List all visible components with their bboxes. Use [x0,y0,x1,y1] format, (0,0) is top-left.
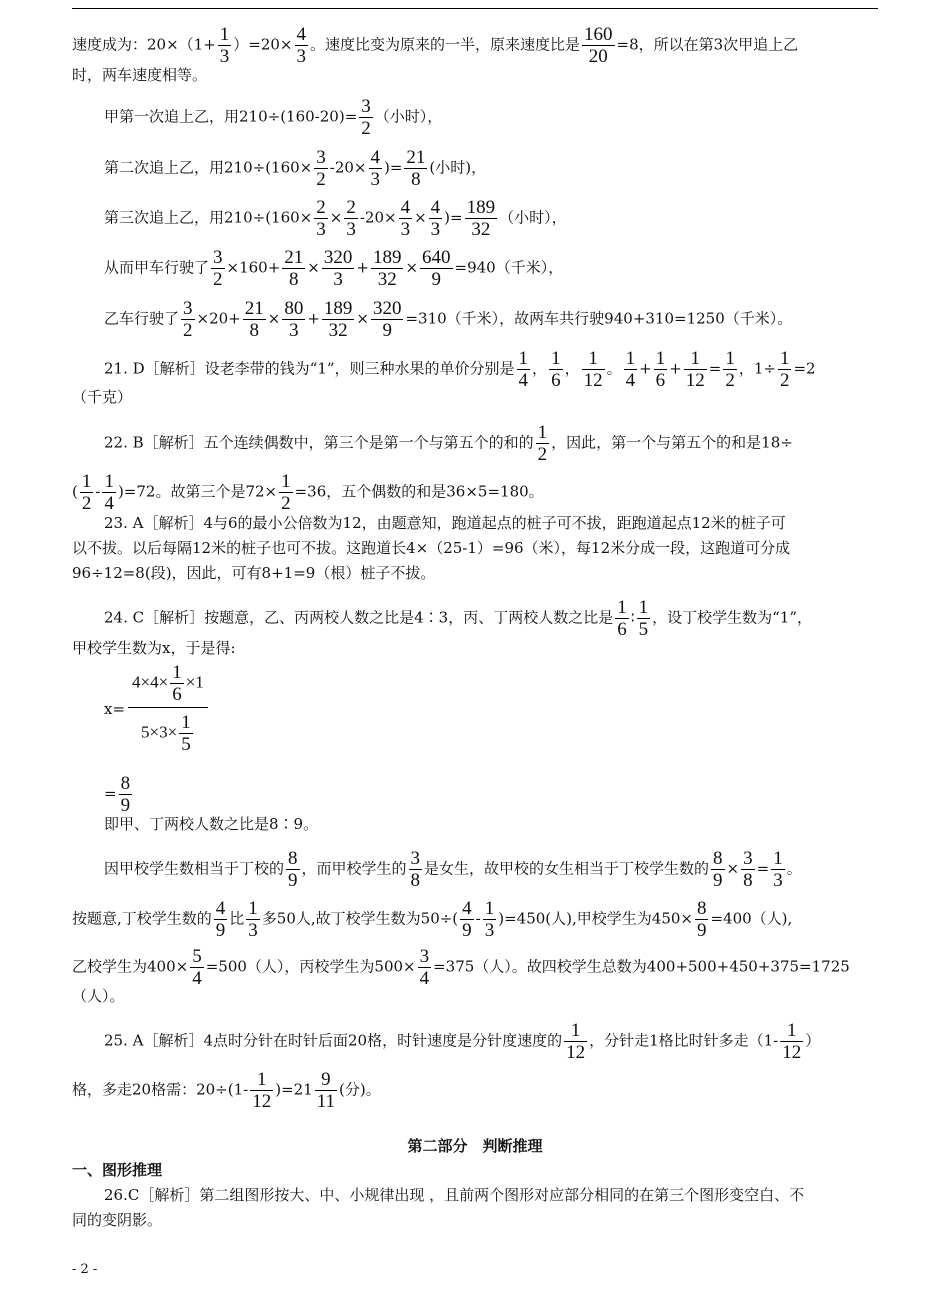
paragraph-line: 格，多走20格需：20÷(1- $\frac{1}{12}$ )=21 $\frac{9}{11}$ (分)。 [72,1069,381,1112]
paragraph-line: 24. C［解析］按题意，乙、丙两校人数之比是4∶3，丙、丁两校人数之比是 $\frac{1}{6}$ ∶ $\frac{1}{5}$ ，设丁校学生数为“1”， [104,597,812,640]
paragraph-line: 速度成为：20×（1+ $\frac{1}{3}$ ）=20× $\frac{4}{3}$ 。速度比变为原来的一半，原来速度比是 $\frac{160}{20}$ =8，所以在第3次甲追上乙 [72,24,799,67]
paragraph-line: 第三次追上乙，用210÷(160× $\frac{2}{3}$ × $\frac{2}{3}$ -20× $\frac{4}{3}$ × $\frac{4}{3}$ )= $\frac{189}{32}$ （小时）， [104,197,567,240]
paragraph-line: （千克） [72,388,133,406]
paragraph-line: ( $\frac{1}{2}$ - $\frac{1}{4}$ )=72。故第三个是72× $\frac{1}{2}$ =36，五个偶数的和是36×5=180。 [72,471,544,514]
paragraph-line: 时，两车速度相等。 [72,66,208,84]
header-rule [72,8,878,9]
paragraph-line: = $\frac{8}{9}$ [104,773,131,816]
paragraph-line: 同的变阴影。 [72,1211,163,1229]
formula-x-label: x= [104,700,126,718]
paragraph-line: 从而甲车行驶了 $\frac{3}{2}$ ×160+ $\frac{21}{8}$ × $\frac{320}{3}$ + $\frac{189}{32}$ × $\frac{640}{9}$ =940（千米）， [104,247,564,290]
paragraph-line: 第二次追上乙，用210÷(160× $\frac{3}{2}$ -20× $\frac{4}{3}$ )= $\frac{21}{8}$ (小时)， [104,147,487,190]
paragraph-line: 即甲、丁两校人数之比是8∶9。 [104,815,319,833]
paragraph-line: 21. D［解析］设老李带的钱为“1”，则三种水果的单价分别是 $\frac{1}{4}$ ， $\frac{1}{6}$ ， $\frac{1}{12}$ 。 $\frac{1}{4}$ + $\frac{1}{6}$ + $\frac{1}{12}$ = $\frac{1}{2}$ ，1÷ $\frac{1}{2}$ =2 [104,348,816,391]
paragraph-line: 22. B［解析］五个连续偶数中，第三个是第一个与第五个的和的 $\frac{1}{2}$ ，因此，第一个与第五个的和是18÷ [104,422,793,465]
paragraph-line: 26.C［解析］第二组图形按大、中、小规律出现 ，且前两个图形对应部分相同的在第三个图形变空白、不 [104,1186,805,1204]
paragraph-line: 甲第一次追上乙，用210÷(160-20)= $\frac{3}{2}$ （小时）， [104,96,443,139]
paragraph-line: 以不拔。以后每隔12米的桩子也可不拔。这跑道长4×（25-1）=96（米），每12米分成一段，这跑道可分成 [72,539,791,557]
section-title: 第二部分 判断推理 [407,1137,543,1155]
paragraph-line: 因甲校学生数相当于丁校的 $\frac{8}{9}$ ，而甲校学生的 $\frac{3}{8}$ 是女生，故甲校的女生相当于丁校学生数的 $\frac{8}{9}$ × $\frac{3}{8}$ = $\frac{1}{3}$ 。 [104,848,802,891]
formula-big-fraction: 4×4× $\frac{1}{6}$ ×1 5×3× $\frac{1}{5}$ [128,662,208,755]
page-number: - 2 - [72,1262,98,1277]
paragraph-line: 乙校学生为400× $\frac{5}{4}$ =500（人），丙校学生为500× $\frac{3}{4}$ =375（人）。故四校学生总数为400+500+450+375=1725 [72,946,850,989]
paragraph-line: 25. A［解析］4点时分针在时针后面20格，时针速度是分针度速度的 $\frac{1}{12}$ ，分针走1格比时针多走（1- $\frac{1}{12}$ ） [104,1020,821,1063]
paragraph-line: 96÷12=8(段)，因此，可有8+1=9（根）桩子不拔。 [72,564,436,582]
subsection-title: 一、图形推理 [72,1161,163,1179]
paragraph-line: 甲校学生数为x，于是得: [72,639,236,657]
paragraph-line: 乙车行驶了 $\frac{3}{2}$ ×20+ $\frac{21}{8}$ × $\frac{80}{3}$ + $\frac{189}{32}$ × $\frac{320}{9}$ =310（千米），故两车共行驶940+310=1250（千米）。 [104,298,793,341]
paragraph-line: 按题意,丁校学生数的 $\frac{4}{9}$ 比 $\frac{1}{3}$ 多50人,故丁校学生数为50÷( $\frac{4}{9}$ - $\frac{1}{3}$ )=450(人),甲校学生为450× $\frac{8}{9}$ =400（人), [72,898,793,941]
paragraph-line: 23. A［解析］4与6的最小公倍数为12，由题意知，跑道起点的桩子可不拔，距跑道起点12米的桩子可 [104,514,786,532]
paragraph-line: （人）。 [72,987,125,1005]
